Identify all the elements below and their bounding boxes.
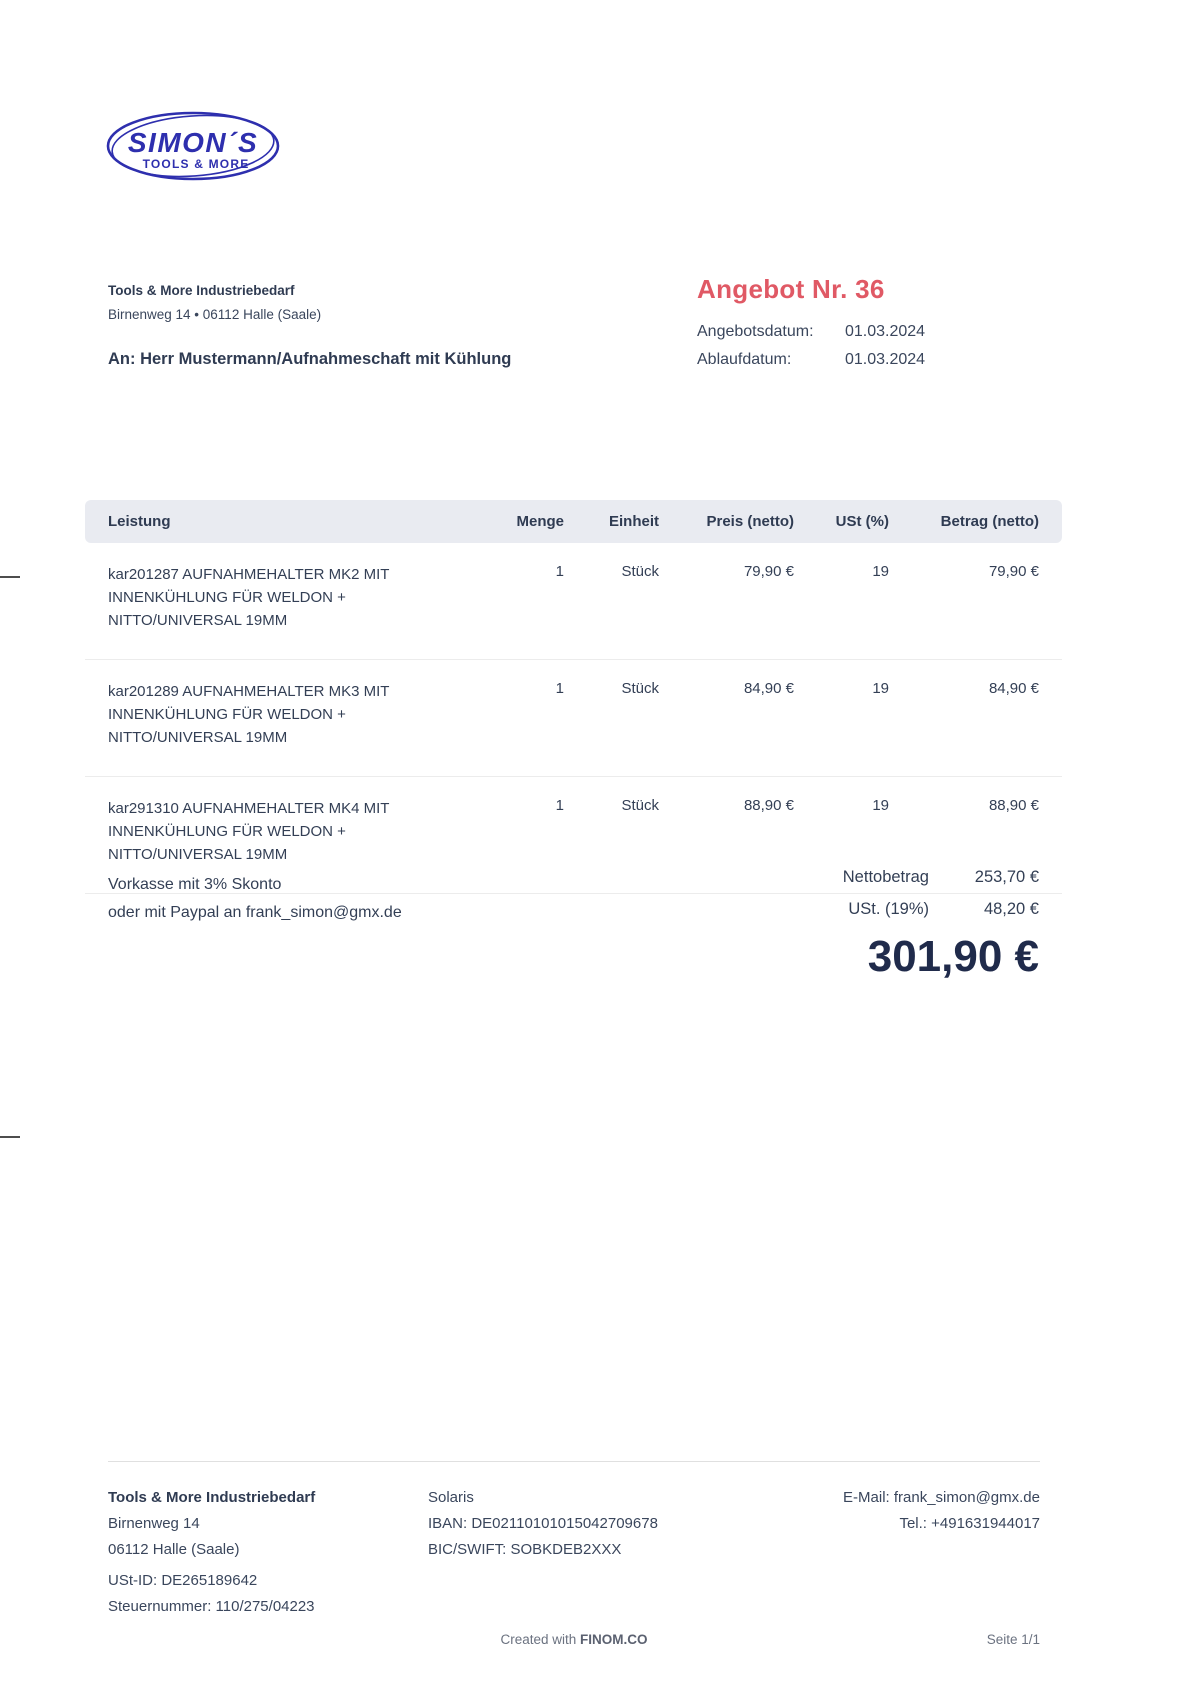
footer-bank-column (428, 1485, 788, 1620)
offer-dates (697, 323, 925, 379)
company-logo (104, 110, 284, 191)
item-price: 88,90 € (743, 797, 794, 814)
header-ust: USt (%) (835, 513, 889, 530)
item-quantity: 1 (555, 680, 564, 697)
logo-text-sub: TOOLS & MORE (142, 157, 250, 171)
simons-logo-icon (104, 110, 284, 186)
footer-phone: Tel.: +491631944017 (899, 1515, 1040, 1532)
totals-block (640, 868, 1039, 982)
header-preis: Preis (netto) (706, 513, 794, 530)
footer-bank-name: Solaris (428, 1489, 474, 1506)
item-description: kar291310 AUFNAHMEHALTER MK4 MIT INNENKÜHLUNG FÜR WELDON + NITTO/UNIVERSAL 19MM (108, 800, 390, 863)
footer-contact-column (788, 1485, 1040, 1620)
item-vat: 19 (872, 680, 889, 697)
item-amount: 79,90 € (988, 563, 1039, 580)
vat-total-value: 48,20 € (983, 900, 1039, 918)
grand-total-value: 301,90 € (867, 932, 1039, 981)
item-description: kar201287 AUFNAHMEHALTER MK2 MIT INNENKÜHLUNG FÜR WELDON + NITTO/UNIVERSAL 19MM (108, 566, 390, 629)
item-description: kar201289 AUFNAHMEHALTER MK3 MIT INNENKÜHLUNG FÜR WELDON + NITTO/UNIVERSAL 19MM (108, 683, 390, 746)
expiry-date-label: Ablaufdatum: (697, 351, 792, 368)
sender-address: Birnenweg 14 • 06112 Halle (Saale) (108, 307, 322, 322)
offer-date-value: 01.03.2024 (845, 323, 926, 340)
vat-total-row (640, 900, 1039, 919)
item-amount: 84,90 € (988, 680, 1039, 697)
footer-city: 06112 Halle (Saale) (108, 1541, 240, 1558)
net-total-value: 253,70 € (974, 868, 1039, 886)
table-row (85, 660, 1062, 777)
offer-title: Angebot Nr. 36 (697, 274, 885, 304)
item-unit: Stück (621, 797, 659, 814)
table-header-row (85, 500, 1062, 543)
expiry-date-row (697, 351, 925, 369)
expiry-date-value: 01.03.2024 (845, 351, 926, 368)
table-row (85, 543, 1062, 660)
footer-company-column (108, 1485, 428, 1620)
footer-bic: BIC/SWIFT: SOBKDEB2XXX (428, 1541, 622, 1558)
recipient-line: An: Herr Mustermann/Aufnahmeschaft mit Kühlung (108, 350, 512, 368)
net-total-row (640, 868, 1039, 887)
footer-divider (108, 1461, 1040, 1462)
item-quantity: 1 (555, 797, 564, 814)
footer-street: Birnenweg 14 (108, 1515, 200, 1532)
item-price: 84,90 € (743, 680, 794, 697)
footer-vat-id: USt-ID: DE265189642 (108, 1572, 258, 1589)
items-table (85, 500, 1062, 894)
header-leistung: Leistung (108, 513, 171, 530)
item-quantity: 1 (555, 563, 564, 580)
net-total-label: Nettobetrag (842, 868, 929, 886)
payment-line-1: Vorkasse mit 3% Skonto (108, 876, 282, 893)
fold-mark (0, 576, 20, 578)
created-with-note (108, 1632, 1040, 1647)
finom-brand: FINOM.CO (580, 1632, 648, 1647)
footer (108, 1485, 1040, 1620)
offer-date-row (697, 323, 925, 341)
page-number: Seite 1/1 (986, 1632, 1040, 1647)
sender-company: Tools & More Industriebedarf (108, 283, 295, 298)
sender-block (108, 283, 321, 322)
item-vat: 19 (872, 797, 889, 814)
item-amount: 88,90 € (988, 797, 1039, 814)
payment-terms (108, 871, 402, 927)
logo-text-main: SIMON´S (127, 127, 259, 158)
item-price: 79,90 € (743, 563, 794, 580)
header-menge: Menge (516, 513, 564, 530)
payment-line-2: oder mit Paypal an frank_simon@gmx.de (108, 904, 402, 921)
footer-tax-number: Steuernummer: 110/275/04223 (108, 1598, 315, 1615)
item-vat: 19 (872, 563, 889, 580)
created-with-prefix: Created with (500, 1632, 581, 1647)
header-einheit: Einheit (608, 513, 659, 530)
fold-mark (0, 1136, 20, 1138)
header-betrag: Betrag (netto) (940, 513, 1039, 530)
offer-date-label: Angebotsdatum: (697, 323, 814, 340)
item-unit: Stück (621, 563, 659, 580)
item-unit: Stück (621, 680, 659, 697)
footer-iban: IBAN: DE02110101015042709678 (428, 1515, 658, 1532)
vat-total-label: USt. (19%) (848, 900, 929, 918)
footer-email: E-Mail: frank_simon@gmx.de (843, 1489, 1040, 1506)
footer-company-name: Tools & More Industriebedarf (108, 1489, 316, 1506)
